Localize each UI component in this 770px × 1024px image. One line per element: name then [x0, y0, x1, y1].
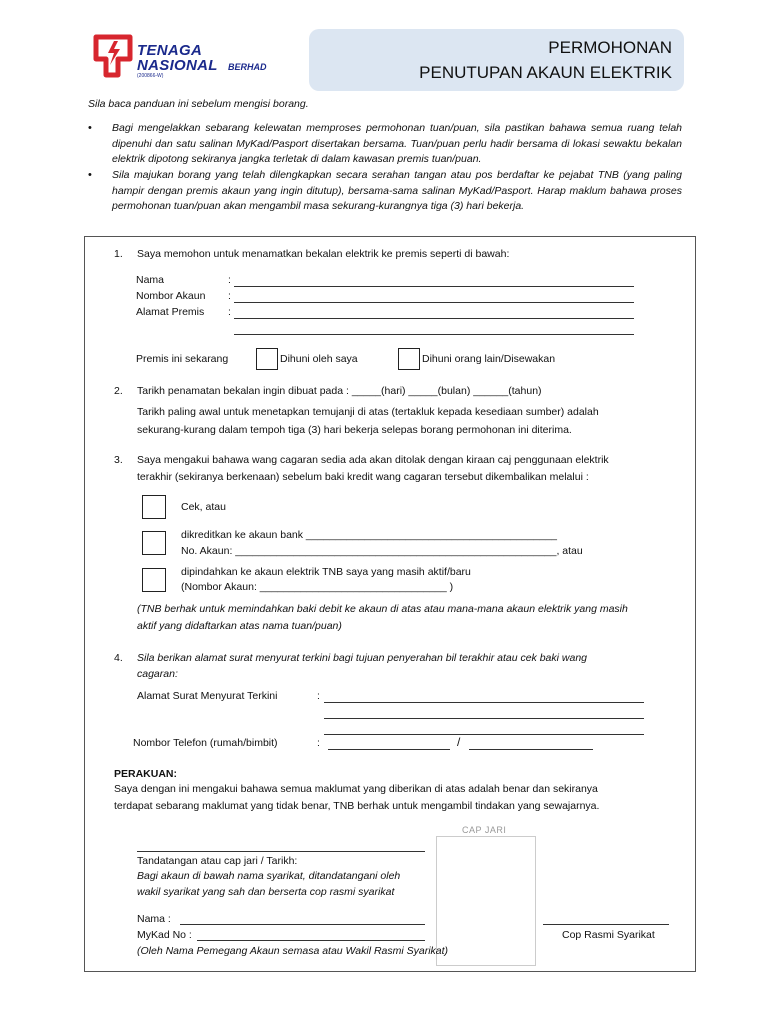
section-3-text-2: terakhir (sekiranya berkenaan) sebelum baki kredit wang cagaran tersebut dikembalikan melalui :	[137, 471, 589, 483]
nombor-akaun-elektrik-field[interactable]: (Nombor Akaun: ________________________________ )	[181, 581, 454, 593]
dihuni-saya-label: Dihuni oleh saya	[280, 353, 358, 365]
page-title-line1: PERMOHONAN	[548, 38, 672, 57]
cek-label: Cek, atau	[181, 501, 226, 513]
nombor-akaun-label: Nombor Akaun	[136, 290, 206, 302]
nama-field[interactable]	[234, 286, 634, 287]
telefon-label: Nombor Telefon (rumah/bimbit)	[133, 737, 278, 749]
cop-rasmi-field[interactable]	[543, 924, 669, 925]
cap-jari-label: CAP JARI	[462, 825, 507, 835]
colon: :	[317, 690, 320, 702]
alamat-premis-field-2[interactable]	[234, 334, 634, 335]
alamat-surat-field-1[interactable]	[324, 702, 644, 703]
akaun-elektrik-label: dipindahkan ke akaun elektrik TNB saya yang masih aktif/baru	[181, 566, 471, 578]
colon: :	[228, 290, 231, 302]
bullet-marker: •	[88, 122, 92, 134]
bullet-text-2: Sila majukan borang yang telah dilengkapkan secara serahan tangan atau pos berdaftar ke pejabat TNB (yang paling hampir dengan premis akaun yang ingin ditutup), bersama-sama salinan MyKad/Pasport. Harap maklum bahawa proses permohonan tuan/puan akan mengambil masa sekurang-kurangnya tiga (3) hari bekerja.	[112, 169, 682, 212]
dihuni-orang-lain-checkbox[interactable]	[398, 348, 420, 370]
tandatangan-field[interactable]	[137, 851, 425, 852]
perakuan-text-2: terdapat sebarang maklumat yang tidak benar, TNB berhak untuk mengambil tindakan yang sewajarnya.	[114, 800, 600, 812]
colon: :	[228, 306, 231, 318]
section-3-note-1: (TNB berhak untuk memindahkan baki debit ke akaun di atas atau mana-mana akaun elektrik yang masih	[137, 603, 628, 615]
syarikat-note-1: Bagi akaun di bawah nama syarikat, ditandatangani oleh	[137, 870, 401, 882]
alamat-premis-field-1[interactable]	[234, 318, 634, 319]
tarikh-penamatan-field[interactable]: Tarikh penamatan bekalan ingin dibuat pada : _____(hari) _____(bulan) ______(tahun)	[137, 385, 542, 397]
akaun-bank-field[interactable]: dikreditkan ke akaun bank ___________________________________________	[181, 529, 558, 541]
page-title-line2: PENUTUPAN AKAUN ELEKTRIK	[419, 63, 672, 82]
alamat-surat-label: Alamat Surat Menyurat Terkini	[137, 690, 278, 702]
mykad-field[interactable]	[197, 940, 425, 941]
section-2-number: 2.	[114, 385, 123, 397]
section-1-text: Saya memohon untuk menamatkan bekalan elektrik ke premis seperti di bawah:	[137, 248, 510, 260]
alamat-surat-field-3[interactable]	[324, 734, 644, 735]
section-3-number: 3.	[114, 454, 123, 466]
akaun-bank-checkbox[interactable]	[142, 531, 166, 555]
dihuni-saya-checkbox[interactable]	[256, 348, 278, 370]
brand-berhad: BERHAD	[228, 62, 267, 72]
alamat-surat-field-2[interactable]	[324, 718, 644, 719]
cap-jari-box[interactable]	[436, 836, 536, 966]
nombor-akaun-field[interactable]	[234, 302, 634, 303]
telefon-rumah-field[interactable]	[328, 749, 450, 750]
no-akaun-field[interactable]: No. Akaun: _______________________________________________________, atau	[181, 545, 583, 557]
mykad-label: MyKad No :	[137, 929, 192, 941]
premis-label: Premis ini sekarang	[136, 353, 229, 365]
section-3-note-2: aktif yang didaftarkan atas nama tuan/puan)	[137, 620, 342, 632]
akaun-elektrik-checkbox[interactable]	[142, 568, 166, 592]
colon: :	[228, 274, 231, 286]
brand-reg-number: (200866-W)	[137, 73, 164, 79]
intro-text: Sila baca panduan ini sebelum mengisi borang.	[88, 98, 309, 110]
alamat-premis-label: Alamat Premis	[136, 306, 205, 318]
perakuan-text-1: Saya dengan ini mengakui bahawa semua maklumat yang diberikan di atas adalah benar dan sekiranya	[114, 783, 598, 795]
section-2-note-1: Tarikh paling awal untuk menetapkan temujanji di atas (tertakluk kepada kesediaan sumber) adalah	[137, 406, 599, 418]
sign-footnote: (Oleh Nama Pemegang Akaun semasa atau Wakil Rasmi Syarikat)	[137, 945, 449, 957]
perakuan-heading: PERAKUAN:	[114, 768, 177, 780]
bullet-marker: •	[88, 169, 92, 181]
telefon-bimbit-field[interactable]	[469, 749, 593, 750]
nama-sign-field[interactable]	[180, 924, 425, 925]
tnb-logo-icon	[92, 33, 134, 79]
cop-rasmi-label: Cop Rasmi Syarikat	[562, 929, 655, 941]
section-4-text-2: cagaran:	[137, 668, 178, 680]
section-4-number: 4.	[114, 652, 123, 664]
bullet-text-1: Bagi mengelakkan sebarang kelewatan memproses permohonan tuan/puan, sila pastikan bahawa semua ruang telah dipenuhi dan satu salinan MyKad/Pasport disertakan bersama. Tuan/puan perlu hadir bersama di lokasi sewaktu bekalan elektrik dipotong sekiranya jangka terletak di dalam kawasan premis tuan/puan.	[112, 122, 682, 165]
nama-label: Nama	[136, 274, 165, 286]
section-2-note-2: sekurang-kurang dalam tempoh tiga (3) hari bekerja selepas borang permohonan ini diterima.	[137, 424, 572, 436]
dihuni-orang-lain-label: Dihuni orang lain/Disewakan	[422, 353, 556, 365]
tandatangan-label: Tandatangan atau cap jari / Tarikh:	[137, 855, 298, 867]
section-3-text-1: Saya mengakui bahawa wang cagaran sedia ada akan ditolak dengan kiraan caj penggunaan elektrik	[137, 454, 609, 466]
nama-sign-label: Nama :	[137, 913, 171, 925]
section-4-text-1: Sila berikan alamat surat menyurat terkini bagi tujuan penyerahan bil terakhir atau cek baki wang	[137, 652, 588, 664]
section-1-number: 1.	[114, 248, 123, 260]
slash: /	[457, 735, 461, 749]
brand-tenaga: TENAGA	[137, 42, 203, 59]
colon: :	[317, 737, 320, 749]
cek-checkbox[interactable]	[142, 495, 166, 519]
brand-nasional: NASIONAL	[137, 57, 218, 74]
syarikat-note-2: wakil syarikat yang sah dan berserta cop rasmi syarikat	[137, 886, 395, 898]
